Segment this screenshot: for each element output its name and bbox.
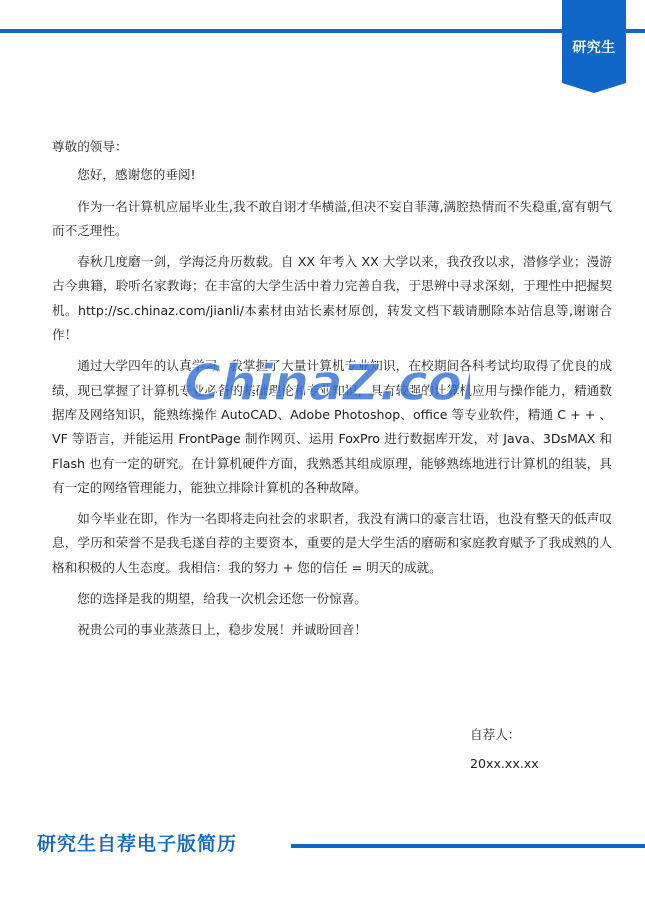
- resume-title: 研究生自荐电子版简历: [37, 833, 238, 855]
- signature-date: 20xx.xx.xx: [470, 756, 539, 771]
- paragraph-skills: 通过大学四年的认真学习，我掌握了大量计算机专业知识，在校期间各科考试均取得了优良的成绩，现已掌握了计算机专业必备的基础理论和专业知识，具有较强的计算机应用与操作能力，精通数据库及网络知识，能熟练操作 AutoCAD、Adobe Photoshop、office 等专业软件，精通 C + + 、VF 等语言，并能运用 FrontPage 制作网页、运用 FoxPro 进行数据库开发，对 Java、3DsMAX 和 Flash 也有一定的研究。在计算机硬件方面，我熟悉其组成原理，能够熟练地进行计算机的组装，具有一定的网络管理能力，能独立排除计算机的各种故障。: [52, 358, 612, 495]
- paragraph-attitude: 如今毕业在即，作为一名即将走向社会的求职者，我没有满口的豪言壮语，也没有整天的低声叹息，学历和荣誉不是我毛遂自荐的主要资本，重要的是大学生活的磨砺和家庭教育赋予了我成熟的人格和积极的人生态度。我相信：我的努力 + 您的信任 = 明天的成就。: [52, 511, 612, 575]
- header-accent-line: [0, 29, 563, 33]
- badge-label: 研究生: [572, 40, 616, 56]
- header-accent-line-right: [625, 29, 645, 33]
- paragraph-intro: 作为一名计算机应届毕业生,我不敢自诩才华横溢,但决不妄自菲薄,满腔热情而不失稳重,富有朝气而不乏理性。: [52, 198, 612, 238]
- salutation: 尊敬的领导：: [52, 139, 128, 154]
- paragraph-study: 春秋几度磨一剑，学海泛舟历数载。自 XX 年考入 XX 大学以来，我孜孜以求，潜修学业；漫游古今典籍，聆听名家教诲；在丰富的大学生活中着力完善自我，于思辨中寻求深刻，于理性中把握契机。http://sc.chinaz.com/jianli/本素材由站长素材原创，转发文档下载请删除本站信息等,谢谢合作！: [52, 254, 612, 343]
- footer-accent-line: [291, 844, 645, 848]
- paragraph-expectation: 您的选择是我的期望，给我一次机会还您一份惊喜。: [77, 591, 367, 607]
- paragraph-greeting: 您好，感谢您的垂阅!: [77, 167, 196, 183]
- watermark-text: ChinaZ.co: [184, 354, 463, 412]
- signer-label: 自荐人：: [470, 727, 521, 742]
- paragraph-closing: 祝贵公司的事业蒸蒸日上，稳步发展！并诚盼回音！: [77, 622, 367, 638]
- chinaz-watermark-logo: [180, 330, 470, 420]
